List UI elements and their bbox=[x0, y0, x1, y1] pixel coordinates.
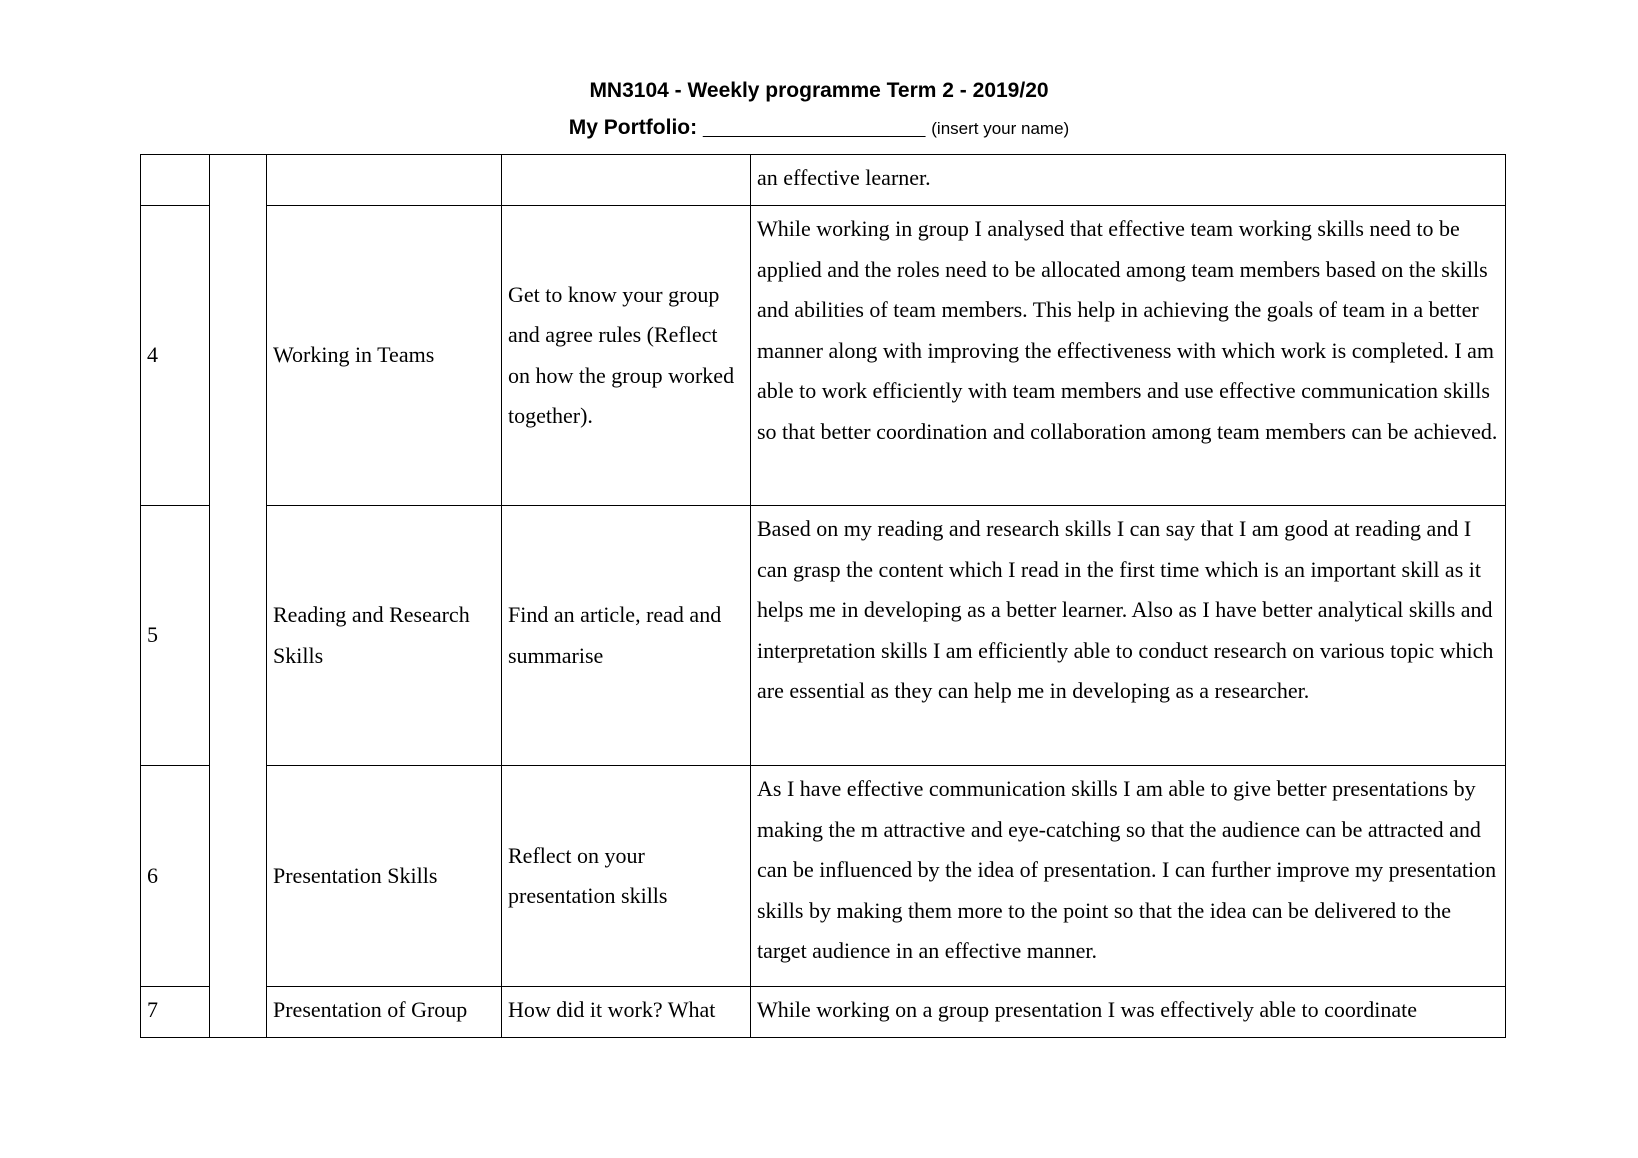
table-row-continuation bbox=[141, 155, 1506, 206]
table-row-week-6 bbox=[141, 766, 1506, 987]
portfolio-label: My Portfolio: bbox=[568, 116, 698, 139]
task-cell: Find an article, read and summarise bbox=[502, 506, 751, 766]
task-cell bbox=[502, 155, 751, 206]
task-cell: How did it work? What bbox=[502, 987, 751, 1038]
topic-cell: Presentation of Group bbox=[267, 987, 502, 1038]
portfolio-name-hint: (insert your name) bbox=[931, 119, 1070, 138]
topic-cell: Working in Teams bbox=[267, 206, 502, 506]
task-cell: Reflect on your presentation skills bbox=[502, 766, 751, 987]
portfolio-name-blank: _________________________ bbox=[702, 121, 926, 138]
document-title: MN3104 - Weekly programme Term 2 - 2019/20 bbox=[589, 79, 1049, 102]
reflection-cell: an effective learner. bbox=[751, 155, 1506, 206]
weekly-programme-table bbox=[140, 154, 1506, 1038]
topic-cell: Reading and Research Skills bbox=[267, 506, 502, 766]
reflection-cell: Based on my reading and research skills I can say that I am good at reading and I can grasp the content which I read in the first time which is an important skill as it helps me in developing as a better learner. Also as I have better analytical skills and interpretation skills I am efficiently able to conduct research on various topic which are essential as they can help me in developing as a researcher. bbox=[751, 506, 1506, 766]
week-cell bbox=[141, 155, 210, 206]
table-row-week-7 bbox=[141, 987, 1506, 1038]
topic-cell: Presentation Skills bbox=[267, 766, 502, 987]
table-row-week-5 bbox=[141, 506, 1506, 766]
portfolio-line bbox=[0, 116, 1638, 140]
reflection-cell: While working on a group presentation I was effectively able to coordinate bbox=[751, 987, 1506, 1038]
spacer-column bbox=[210, 155, 267, 1038]
reflection-cell: As I have effective communication skills I am able to give better presentations by making the m attractive and eye-catching so that the audience can be attracted and can be influenced by the idea of presentation. I can further improve my presentation skills by making them more to the point so that the idea can be delivered to the target audience in an effective manner. bbox=[751, 766, 1506, 987]
week-cell: 5 bbox=[141, 506, 210, 766]
week-cell: 4 bbox=[141, 206, 210, 506]
task-cell: Get to know your group and agree rules (Reflect on how the group worked together). bbox=[502, 206, 751, 506]
table-row-week-4 bbox=[141, 206, 1506, 506]
week-cell: 6 bbox=[141, 766, 210, 987]
topic-cell bbox=[267, 155, 502, 206]
week-cell: 7 bbox=[141, 987, 210, 1038]
reflection-cell: While working in group I analysed that effective team working skills need to be applied and the roles need to be allocated among team members based on the skills and abilities of team members. This help in achieving the goals of team in a better manner along with improving the effectiveness with which work is completed. I am able to work efficiently with team members and use effective communication skills so that better coordination and collaboration among team members can be achieved. bbox=[751, 206, 1506, 506]
